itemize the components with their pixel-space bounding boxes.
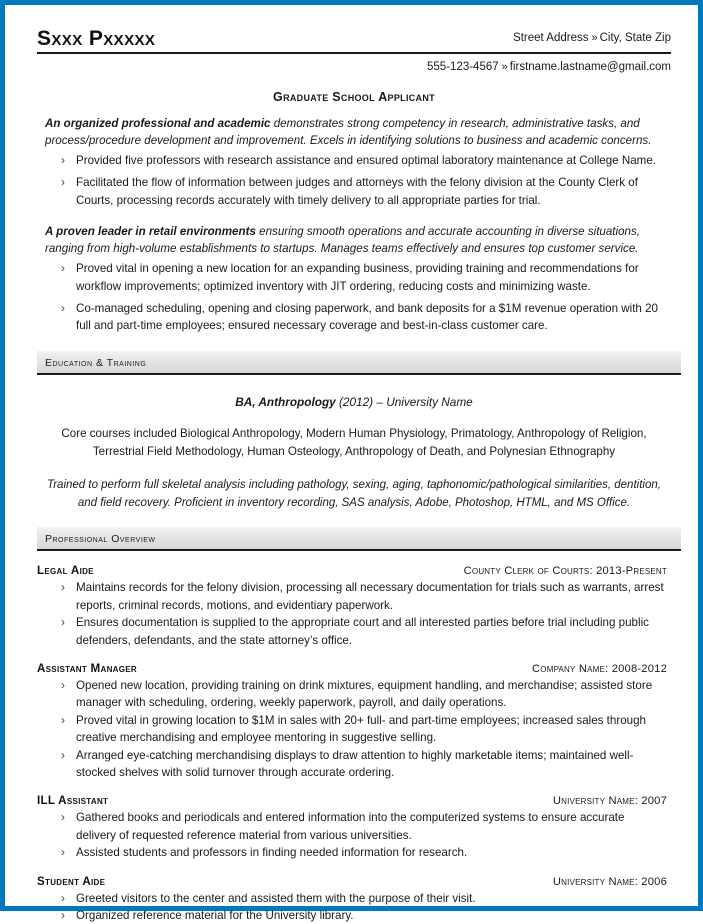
job-entry <box>37 875 671 924</box>
candidate-name: Sxxx Pxxxxx <box>37 27 337 53</box>
list-item: › Greeted visitors to the center and assisted them with the purpose of their visit. <box>59 890 667 907</box>
list-item: › Maintains records for the felony division, processing all necessary documentation for trials such as warrants, arrest reports, criminal records, motions, and evidentiary paperwork. <box>59 579 667 614</box>
section-title: Education & Training <box>45 357 146 369</box>
summary-bullet-list <box>37 152 671 211</box>
name-block <box>37 27 337 53</box>
education-training: Trained to perform full skeletal analysis including pathology, sexing, aging, taphonomic/pathological similarities, dentition, and field recovery. Proficient in inventory recording, SAS analysis, Adobe, Photoshop, HTML, and MS Office. <box>39 477 669 513</box>
contact-address-line <box>337 32 671 47</box>
job-entry <box>37 794 671 861</box>
job-title: Assistant Manager <box>37 662 137 675</box>
summary-lead-bold: A proven leader in retail environments <box>45 225 256 238</box>
summary-paragraph <box>37 115 671 149</box>
job-entry <box>37 662 671 781</box>
job-title: Legal Aide <box>37 564 94 577</box>
list-item: › Opened new location, providing training on drink mixtures, equipment handling, and merchandise; assisted store manager with scheduling, ordering, weekly paperwork, payroll, and daily operations. <box>59 677 667 712</box>
resume-sheet <box>5 5 698 906</box>
job-bullet-list <box>37 677 671 781</box>
degree-name: BA, Anthropology <box>235 395 335 409</box>
education-courses: Core courses included Biological Anthropology, Modern Human Physiology, Primatology, Anthropology of Religion, Terrestrial Field Methodology, Human Osteology, Anthropology of Death, and Polynesian Ethnography <box>47 425 661 461</box>
summary-lead-rest: ensuring smooth operations and accurate accounting in diverse situations, ranging from high-volume establishments to startups. Manages teams effectively and ensures top customer service. <box>45 225 640 255</box>
separator-icon: » <box>589 32 600 44</box>
phone-number: 555-123-4567 <box>427 61 499 73</box>
objective-title: Graduate School Applicant <box>37 90 671 104</box>
job-bullet-list <box>37 890 671 924</box>
list-item: › Proved vital in opening a new location for an expanding business, providing training and recommendations for workflow improvements; optimized inventory with JIT ordering, reducing costs and minimizing waste. <box>59 260 667 297</box>
job-company-dates: County Clerk of Courts: 2013-Present <box>464 565 667 577</box>
list-item: › Gathered books and periodicals and entered information into the computerized systems to ensure accurate delivery of requested reference material from various universities. <box>59 809 667 844</box>
job-title: Student Aide <box>37 875 105 888</box>
summary-paragraph <box>37 223 671 257</box>
list-item: › Co-managed scheduling, opening and closing paperwork, and bank deposits for a $1M revenue operation with 20 full and part-time employees; ensured necessary coverage and best-in-class customer care. <box>59 300 667 337</box>
resume-header <box>37 27 671 53</box>
job-company-dates: University Name: 2006 <box>553 876 667 888</box>
list-item: › Facilitated the flow of information between judges and attorneys with the felony division at the County Clerk of Courts, processing records accurately with timely delivery to all appropriate parties for trial. <box>59 174 667 211</box>
list-item: › Ensures documentation is supplied to the appropriate court and all interested parties before trial including public defenders, defendants, and the state attorney’s office. <box>59 614 667 649</box>
separator-icon: » <box>499 61 510 73</box>
contact-block <box>337 27 671 47</box>
section-header-education <box>37 351 681 375</box>
list-item: › Arranged eye-catching merchandising displays to draw attention to highly marketable items; maintained well-stocked shelves with solid turnover through accurate ordering. <box>59 747 667 782</box>
job-header <box>37 794 671 807</box>
list-item: › Organized reference material for the University library. <box>59 907 667 924</box>
section-title: Professional Overview <box>45 533 156 545</box>
section-header-experience <box>37 527 681 551</box>
spacer <box>37 214 671 223</box>
job-entry <box>37 564 671 649</box>
job-header <box>37 564 671 577</box>
summary-lead-rest: demonstrates strong competency in research, administrative tasks, and process/procedure development and improvement. Excels in identifying solutions to business and academic concerns. <box>45 117 651 147</box>
degree-details: (2012) – University Name <box>336 395 473 409</box>
job-title: ILL Assistant <box>37 794 108 807</box>
job-bullet-list <box>37 579 671 649</box>
education-degree <box>37 395 671 409</box>
summary-bullet-list <box>37 260 671 337</box>
job-bullet-list <box>37 809 671 861</box>
contact-second-line <box>37 54 671 73</box>
city-state-zip: City, State Zip <box>600 32 671 44</box>
job-header <box>37 875 671 888</box>
list-item: › Provided five professors with research assistance and ensured optimal laboratory maintenance at College Name. <box>59 152 667 171</box>
job-header <box>37 662 671 675</box>
job-company-dates: Company Name: 2008-2012 <box>532 663 667 675</box>
summary-lead-bold: An organized professional and academic <box>45 117 271 130</box>
street-address: Street Address <box>513 32 588 44</box>
list-item: › Proved vital in growing location to $1M in sales with 20+ full- and part-time employees; increased sales through creative merchandising and employee mentoring in suggestive selling. <box>59 712 667 747</box>
job-company-dates: University Name: 2007 <box>553 795 667 807</box>
email-address: firstname.lastname@gmail.com <box>510 61 671 73</box>
list-item: › Assisted students and professors in finding needed information for research. <box>59 844 667 861</box>
